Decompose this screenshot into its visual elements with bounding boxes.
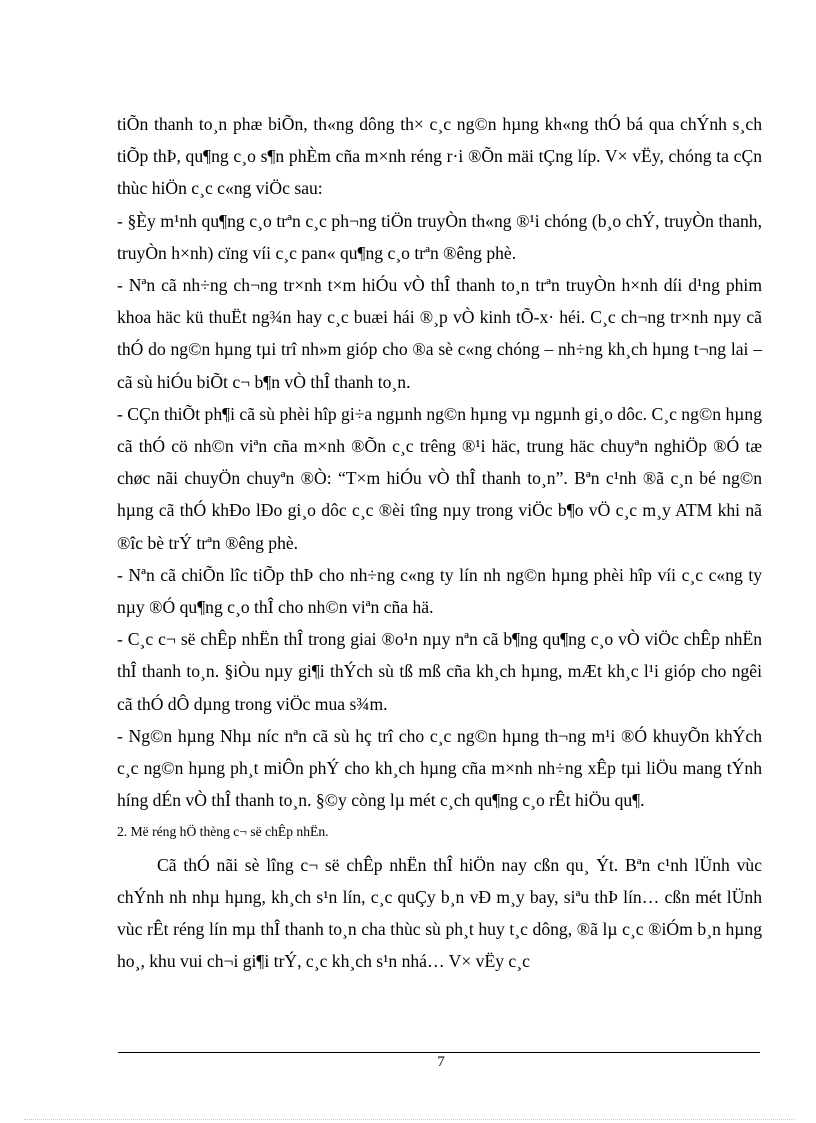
paragraph-bullet-tv-programs: - Nªn cã nh÷ng ch¬ng tr×nh t×m hiÓu vÒ thÎ thanh to¸n trªn truyÒn h×nh díi d¹ng phim khoa häc kü thuËt ng¾n hay c¸c buæi hái ®¸p vÒ kinh tÕ-x· héi. C¸c ch¬ng tr×nh nµy cã thÓ do ng©n hµng tµi trî nh»m gióp cho ®a sè c«ng chóng – nh÷ng kh¸ch hµng t¬ng lai – cã sù hiÓu biÕt c¬ b¶n vÒ thÎ thanh to¸n. xyxy=(117,275,762,392)
paragraph-bullet-education: - CÇn thiÕt ph¶i cã sù phèi hîp gi÷a ngµnh ng©n hµng vµ ngµnh gi¸o dôc. C¸c ng©n hµng cã thÓ cö nh©n viªn cña m×nh ®Õn c¸c trêng ®¹i häc, trung häc chuyªn nghiÖp ®Ó tæ chøc nãi chuyÖn chuyªn ®Ò: “T×m hiÓu vÒ thÎ thanh to¸n”. Bªn c¹nh ®ã c¸n bé ng©n hµng cã thÓ khÐo lÐo gi¸o dôc c¸c ®èi tîng nµy trong viÖc b¶o vÖ c¸c m¸y ATM khi nã ®îc bè trÝ trªn ®êng phè. xyxy=(117,403,762,553)
paragraph-intro: tiÕn thanh to¸n phæ biÕn, th«ng dông th× c¸c ng©n hµng kh«ng thÓ bá qua chÝnh s¸ch tiÕp thÞ, qu¶ng c¸o s¶n phÈm cña m×nh réng r·i ®Õn mäi tÇng líp. V× vËy, chóng ta cÇn thùc hiÖn c¸c c«ng viÖc sau: xyxy=(117,114,762,199)
paragraph-bullet-advertising: - §Èy m¹nh qu¶ng c¸o trªn c¸c ph¬ng tiÖn truyÒn th«ng ®¹i chóng (b¸o chÝ, truyÒn thanh, truyÒn h×nh) cïng víi c¸c pan« qu¶ng c¸o trªn ®êng phè. xyxy=(117,210,762,263)
paragraph-final: Cã thÓ nãi sè lîng c¬ së chÊp nhËn thÎ hiÖn nay cßn qu¸ Ýt. Bªn c¹nh lÜnh vùc chÝnh nh nhµ hµng, kh¸ch s¹n lín, c¸c quÇy b¸n vÐ m¸y bay, siªu thÞ lín… cßn mét lÜnh vùc rÊt réng lín mµ thÎ thanh to¸n cha thùc sù ph¸t huy t¸c dông, ®ã lµ c¸c ®iÓm b¸n hµng ho¸, khu vui ch¬i gi¶i trÝ, c¸c kh¸ch s¹n nhá… V× vËy c¸c xyxy=(117,854,762,972)
body-text xyxy=(117,108,762,977)
page-number: 7 xyxy=(437,1054,445,1070)
section-heading: 2. Më réng hÖ thèng c¬ së chÊp nhËn. xyxy=(117,824,329,840)
paragraph-bullet-state-bank: - Ng©n hµng Nhµ níc nªn cã sù hç trî cho c¸c ng©n hµng th¬ng m¹i ®Ó khuyÕn khÝch c¸c ng©n hµng ph¸t miÔn phÝ cho kh¸ch hµng cña m×nh nh÷ng xÊp tµi liÖu mang tÝnh híng dÉn vÒ thÎ thanh to¸n. §©y còng lµ mét c¸ch qu¶ng c¸o rÊt hiÖu qu¶. xyxy=(117,725,762,811)
paragraph-bullet-merchants: - C¸c c¬ së chÊp nhËn thÎ trong giai ®o¹n nµy nªn cã b¶ng qu¶ng c¸o vÒ viÖc chÊp nhËn thÎ thanh to¸n. §iÒu nµy gi¶i thÝch sù tß mß cña kh¸ch hµng, mÆt kh¸c l¹i gióp cho ngêi cã thÓ dÔ dµng trong viÖc mua s¾m. xyxy=(117,629,762,714)
page-bottom-edge xyxy=(24,1119,794,1120)
paragraph-bullet-companies: - Nªn cã chiÕn lîc tiÕp thÞ cho nh÷ng c«ng ty lín nh ng©n hµng phèi hîp víi c¸c c«ng ty nµy ®Ó qu¶ng c¸o thÎ cho nh©n viªn cña hä. xyxy=(117,564,762,618)
footer-divider xyxy=(118,1052,760,1053)
